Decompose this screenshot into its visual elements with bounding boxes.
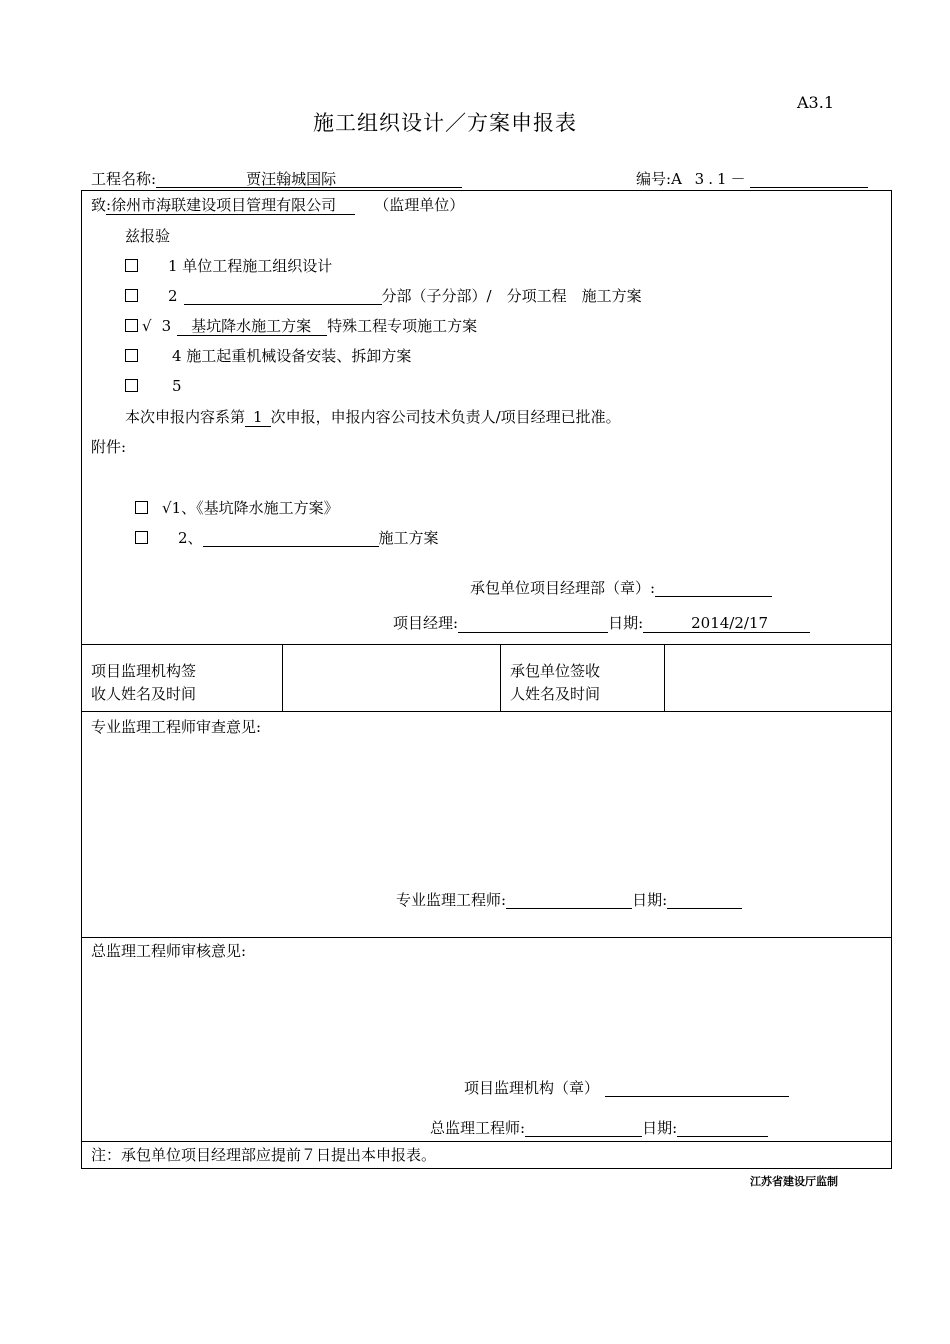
project-name-label: 工程名称: (91, 170, 157, 188)
engineer-signer-label: 专业监理工程师: (396, 891, 507, 909)
submission-times: 1 (245, 408, 271, 427)
checkbox[interactable] (135, 501, 148, 514)
option-number: 3 (161, 317, 172, 335)
option-text: 5 (172, 377, 182, 395)
note-text: 注：承包单位项目经理部应提前７日提出本申报表。 (91, 1146, 437, 1164)
option-fill-field[interactable] (184, 287, 382, 305)
engineer-review-label: 专业监理工程师审查意见: (91, 718, 262, 736)
attachment-number: 2、 (178, 529, 203, 547)
option-text: 分部（子分部）/ 分项工程 施工方案 (381, 287, 642, 305)
contractor-receipt-label (510, 660, 600, 706)
supervision-seal-field[interactable] (605, 1079, 789, 1097)
issuer-footer: 江苏省建设厅监制 (750, 1175, 838, 1188)
chief-signer-field[interactable] (525, 1119, 642, 1137)
chief-review-field[interactable] (91, 964, 881, 1069)
option-3 (125, 317, 477, 335)
form-code: A3.1 (797, 93, 834, 112)
form-number-value: A 3.1－ (671, 170, 750, 188)
supervision-seal-row (464, 1079, 789, 1097)
attachment-fill-field[interactable] (203, 529, 379, 547)
checkbox[interactable] (125, 289, 138, 302)
label-line: 收人姓名及时间 (91, 685, 197, 703)
checkbox[interactable] (125, 349, 138, 362)
chief-date-field[interactable] (677, 1119, 768, 1137)
chief-signer-label: 总监理工程师: (430, 1119, 526, 1137)
label-line: 承包单位签收 (510, 662, 601, 680)
intro-text: 兹报验 (125, 227, 171, 245)
supervisor-receipt-label (91, 660, 196, 706)
submission-before: 本次申报内容系第 (125, 408, 246, 426)
divider (500, 644, 501, 711)
engineer-signer-row (396, 891, 742, 909)
engineer-signer-field[interactable] (506, 891, 632, 909)
checkbox[interactable] (135, 531, 148, 544)
supervision-seal-label: 项目监理机构（章） (464, 1079, 600, 1097)
option-text: 特殊工程专项施工方案 (327, 317, 478, 335)
date-value: 2014/2/17 (643, 614, 810, 633)
engineer-date-field[interactable] (667, 891, 742, 909)
option-2 (125, 287, 642, 305)
contractor-seal-field[interactable] (655, 579, 772, 597)
label-line: 项目监理机构签 (91, 662, 197, 680)
recipient-company: :徐州市海联建设项目管理有限公司 (106, 196, 337, 214)
attachments-label: 附件: (91, 438, 127, 456)
project-name-field[interactable] (156, 170, 462, 188)
project-name-value: 贾汪翰城国际 (246, 170, 337, 188)
recipient-row (91, 196, 464, 214)
divider (81, 1141, 892, 1142)
recipient-suffix: （监理单位） (374, 196, 465, 214)
submission-after: 次申报，申报内容公司技术负责人/项目经理已批准。 (270, 408, 621, 426)
checkbox[interactable] (125, 319, 138, 332)
form-number-label: 编号: (636, 170, 672, 188)
recipient-prefix: 致 (91, 196, 107, 214)
manager-field[interactable] (458, 615, 608, 633)
attachment-2 (135, 529, 439, 547)
form-number-row (636, 170, 868, 188)
option-4 (125, 347, 411, 365)
option-1 (125, 257, 332, 275)
submission-line (125, 408, 621, 426)
project-name-row (91, 170, 462, 188)
supervisor-receipt-field[interactable] (283, 645, 499, 711)
divider (81, 711, 892, 712)
chief-signer-row (430, 1119, 768, 1137)
checkbox[interactable] (125, 379, 138, 392)
option-text: 1 单位工程施工组织设计 (168, 257, 333, 275)
form-number-field[interactable] (750, 170, 868, 188)
attachment-text: 施工方案 (378, 529, 439, 547)
engineer-review-field[interactable] (91, 740, 881, 880)
divider (81, 937, 892, 938)
chief-date-label: 日期: (642, 1119, 678, 1137)
contractor-seal-label: 承包单位项目经理部（章）: (470, 579, 656, 597)
check-mark: √ (162, 499, 172, 517)
manager-label: 项目经理: (393, 614, 459, 632)
option-fill-value: 基坑降水施工方案 (177, 317, 327, 336)
page-title: 施工组织设计／方案申报表 (313, 111, 577, 135)
engineer-date-label: 日期: (632, 891, 668, 909)
contractor-seal-row (470, 579, 772, 597)
attachment-1 (135, 499, 339, 517)
chief-review-label: 总监理工程师审核意见: (91, 942, 247, 960)
attachment-text: 1、《基坑降水施工方案》 (171, 499, 339, 517)
date-label: 日期: (608, 614, 644, 632)
option-5 (125, 377, 182, 395)
label-line: 人姓名及时间 (510, 685, 601, 703)
contractor-receipt-field[interactable] (665, 645, 891, 711)
option-number: 2 (168, 287, 178, 305)
checkbox[interactable] (125, 259, 138, 272)
option-text: 4 施工起重机械设备安装、拆卸方案 (172, 347, 412, 365)
manager-row (393, 614, 810, 633)
check-mark: √ (142, 317, 152, 335)
